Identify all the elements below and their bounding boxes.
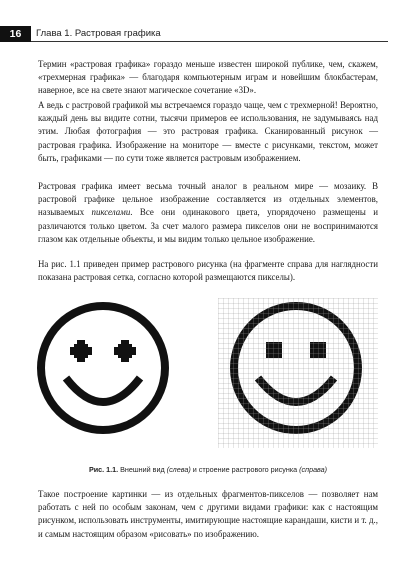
paragraph-5: Такое построение картинки — из отдельных фрагментов-пикселов — позволяет нам работать с ней по особым законам, чем с другими видами графики: как с настоящим рисунком, использовать инструменты, имитирующие настоящие карандаши, кисти и т. д., и самым настоящим образом «рисовать» по изображению. <box>38 489 378 539</box>
page-number: 16 <box>0 26 31 42</box>
paragraph-1: Термин «растровая графика» гораздо меньше известен широкой публике, чем, скажем, «трехмерная графика» — благодаря компьютерным играм и новейшим блокбастерам, наверное, все на свете знают магическое сочетание «3D». <box>38 59 378 96</box>
chapter-title: Глава 1. Растровая графика <box>36 28 161 39</box>
paragraph-4: На рис. 1.1 приведен пример растрового рисунка (на фрагменте справа для наглядности показана растровая сетка, согласно которой размещаются пикселы). <box>38 259 378 283</box>
smiley-left-image <box>41 306 165 430</box>
italic-term: пикселами <box>91 207 131 218</box>
smiley-right-grid <box>218 298 378 448</box>
paragraph-3: Растровая графика имеет весьма точный аналог в реальном мире — мозаику. В растровой графике цельное изображение составляется из отдельных элементов, называемых пикселами. Все они одинакового цвета, упорядочено размещены и различаются только цветом. За счет малого размера пикселов они не воспринимаются глазом как отдельные объекты, и мы видим только цельное изображение. <box>38 181 378 244</box>
figure-caption: Рис. 1.1. Внешний вид (слева) и строение растрового рисунка (справа) <box>88 465 328 474</box>
figure-smiley <box>28 298 388 448</box>
paragraph-2: А ведь с растровой графикой мы встречаемся гораздо чаще, чем с трехмерной! Вероятно, каждый день вы видите сотни, тысячи примеров ее использования, не задумываясь над этим. Любая фотография — это растровая графика. Сканированный рисунок — растровая графика. Изображение на мониторе — вместе с рисунками, текстом, может быть, графиками — по сути тоже является растровым изображением. <box>38 100 378 163</box>
header-rule <box>31 41 388 42</box>
